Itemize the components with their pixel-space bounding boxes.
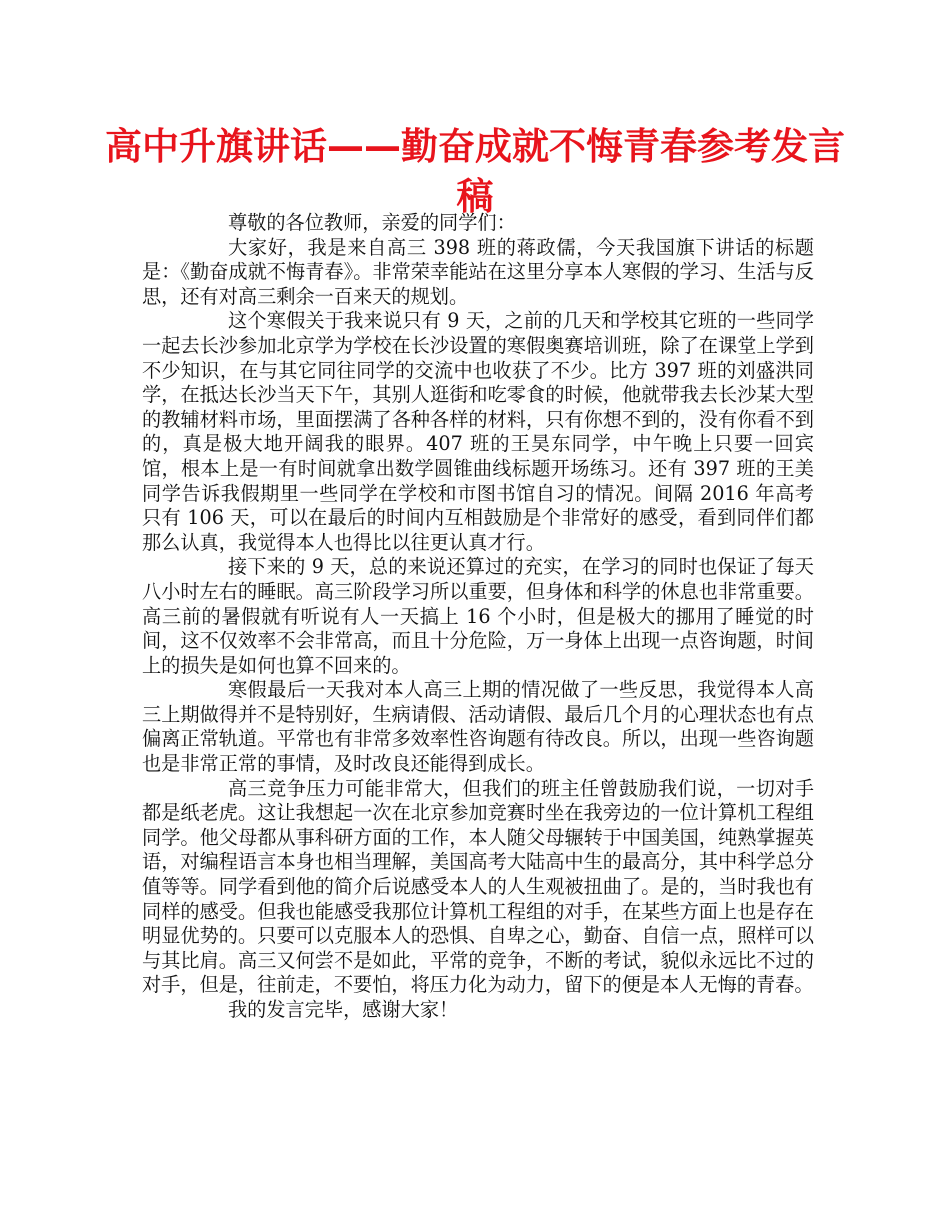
page-title: 高中升旗讲话——勤奋成就不悔青春参考发言稿	[105, 125, 845, 218]
body-paragraph-reflection: 寒假最后一天我对本人高三上期的情况做了一些反思，我觉得本人高三上期做得并不是特别好，生病请假、活动请假、最后几个月的心理状态也有点偏离正常轨道。平常也有非常多效率性咨询题有待改良。所以，出现一些咨询题也是非常正常的事情，及时改良还能得到成长。	[142, 678, 814, 776]
body-paragraph-introduction: 大家好，我是来自高三 398 班的蒋政儒，今天我国旗下讲话的标题是：《勤奋成就不悔青春》。非常荣幸能站在这里分享本人寒假的学习、生活与反思，还有对高三剩余一百来天的规划。	[142, 235, 814, 308]
body-paragraph-competition: 高三竞争压力可能非常大，但我们的班主任曾鼓励我们说，一切对手都是纸老虎。这让我想起一次在北京参加竞赛时坐在我旁边的一位计算机工程组同学。他父母都从事科研方面的工作，本人随父母辗转于中国美国，纯熟掌握英语，对编程语言本身也相当理解，美国高考大陆高中生的最高分，其中科学总分值等等。同学看到他的简介后说感受本人的人生观被扭曲了。是的，当时我也有同样的感受。但我也能感受我那位计算机工程组的对手，在某些方面上也是存在明显优势的。只要可以克服本人的恐惧、自卑之心，勤奋、自信一点，照样可以与其比肩。高三又何尝不是如此，平常的竞争，不断的考试，貌似永远比不过的对手，但是，往前走，不要怕，将压力化为动力，留下的便是本人无悔的青春。	[142, 776, 814, 997]
closing-paragraph: 我的发言完毕，感谢大家！	[228, 998, 459, 1021]
body-paragraph-rest: 接下来的 9 天，总的来说还算过的充实，在学习的同时也保证了每天八小时左右的睡眠。高三阶段学习所以重要，但身体和科学的休息也非常重要。高三前的暑假就有听说有人一天搞上 16 个小时，但是极大的挪用了睡觉的时间，这不仅效率不会非常高，而且十分危险，万一身体上出现一点咨询题，时间上的损失是如何也算不回来的。	[142, 555, 814, 677]
salutation-paragraph: 尊敬的各位教师，亲爱的同学们：	[228, 211, 516, 234]
document-body	[142, 211, 814, 1023]
body-paragraph-winter-training: 这个寒假关于我来说只有 9 天，之前的几天和学校其它班的一些同学一起去长沙参加北京学为学校在长沙设置的寒假奥赛培训班，除了在课堂上学到不少知识，在与其它同往同学的交流中也收获了不少。比方 397 班的刘盛洪同学，在抵达长沙当天下午，其别人逛街和吃零食的时候，他就带我去长沙某大型的教辅材料市场，里面摆满了各种各样的材料，只有你想不到的，没有你看不到的，真是极大地开阔我的眼界。407 班的王昊东同学，中午晚上只要一回宾馆，根本上是一有时间就拿出数学圆锥曲线标题开场练习。还有 397 班的王美同学告诉我假期里一些同学在学校和市图书馆自习的情况。间隔 2016 年高考只有 106 天，可以在最后的时间内互相鼓励是个非常好的感受，看到同伴们都那么认真，我觉得本人也得比以往更认真才行。	[142, 309, 814, 554]
